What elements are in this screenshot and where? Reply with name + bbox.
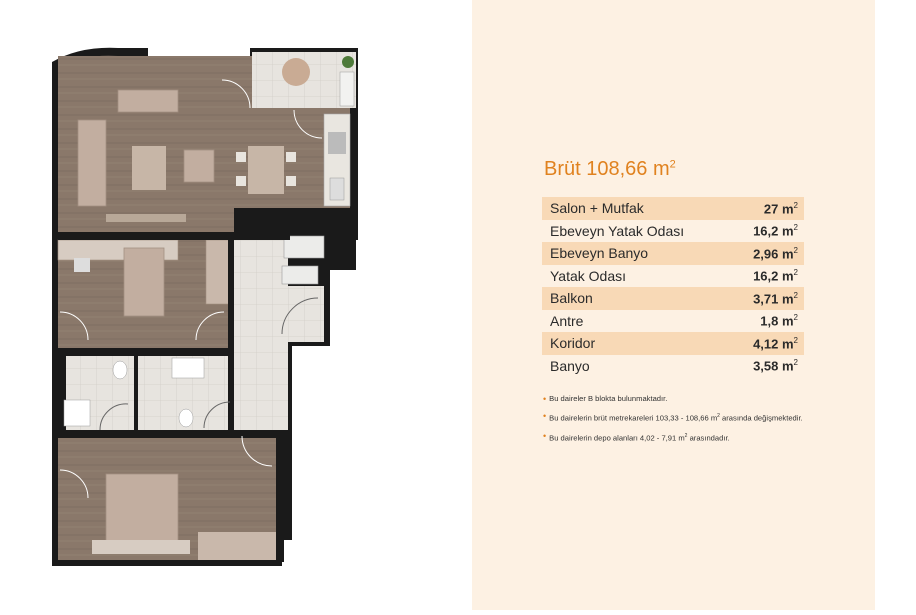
table-row	[542, 355, 804, 378]
room-name: Koridor	[550, 335, 596, 352]
bullet-icon: •	[543, 411, 547, 421]
area-table	[542, 197, 804, 377]
table-row	[542, 197, 804, 220]
room-area: 2,96 $m^2$	[753, 245, 798, 261]
title-exponent: 2	[669, 158, 676, 171]
bullet-icon: •	[543, 430, 547, 441]
plant	[342, 56, 354, 68]
room-name: Ebeveyn Yatak Odası	[550, 222, 685, 239]
title-value: 108,66 m	[586, 158, 670, 180]
room-area: 1,8 $m^2$	[760, 313, 798, 329]
room-area: 3,71 $m^2$	[753, 290, 798, 306]
note-item	[543, 431, 813, 444]
note-text: Bu dairelerin brüt metrekareleri 103,33 - 108,66 $m^2$ arasında değişmektedir.	[549, 413, 803, 423]
bullet-icon: •	[543, 394, 547, 404]
dining-table	[248, 146, 284, 194]
coffee-table	[132, 146, 166, 190]
notes	[543, 394, 813, 450]
room-name: Ebeveyn Banyo	[550, 245, 649, 262]
room-name: Balkon	[550, 290, 593, 307]
table-row	[542, 265, 804, 288]
room-area: 16,2 $m^2$	[753, 223, 798, 239]
note-text: Bu daireler B blokta bulunmaktadır.	[549, 394, 668, 403]
note-item	[543, 411, 813, 424]
room-name: Yatak Odası	[550, 267, 627, 284]
room-area: 3,58 $m^2$	[753, 358, 798, 374]
room-name: Salon + Mutfak	[550, 200, 644, 217]
sofa-top	[118, 90, 178, 112]
gross-area-title	[544, 158, 676, 181]
table-row	[542, 332, 804, 355]
table-row	[542, 310, 804, 333]
balcony-table	[282, 58, 310, 86]
corridor-floor	[232, 234, 288, 430]
single-bed	[124, 248, 164, 316]
room-area: 4,12 $m^2$	[753, 335, 798, 351]
room-name: Antre	[550, 312, 584, 329]
room-area: 27 $m^2$	[763, 200, 798, 216]
table-row	[542, 287, 804, 310]
table-row	[542, 242, 804, 265]
note-item	[543, 394, 813, 404]
room-area: 16,2 $m^2$	[753, 268, 798, 284]
sofa-left	[78, 120, 106, 206]
note-text: Bu dairelerin depo alanları 4,02 - 7,91 $m^2$ arasındadır.	[549, 432, 730, 443]
title-prefix: Brüt	[544, 158, 581, 180]
info-panel	[472, 0, 875, 610]
room-name: Banyo	[550, 357, 590, 374]
table-row	[542, 220, 804, 243]
double-bed	[106, 474, 178, 550]
